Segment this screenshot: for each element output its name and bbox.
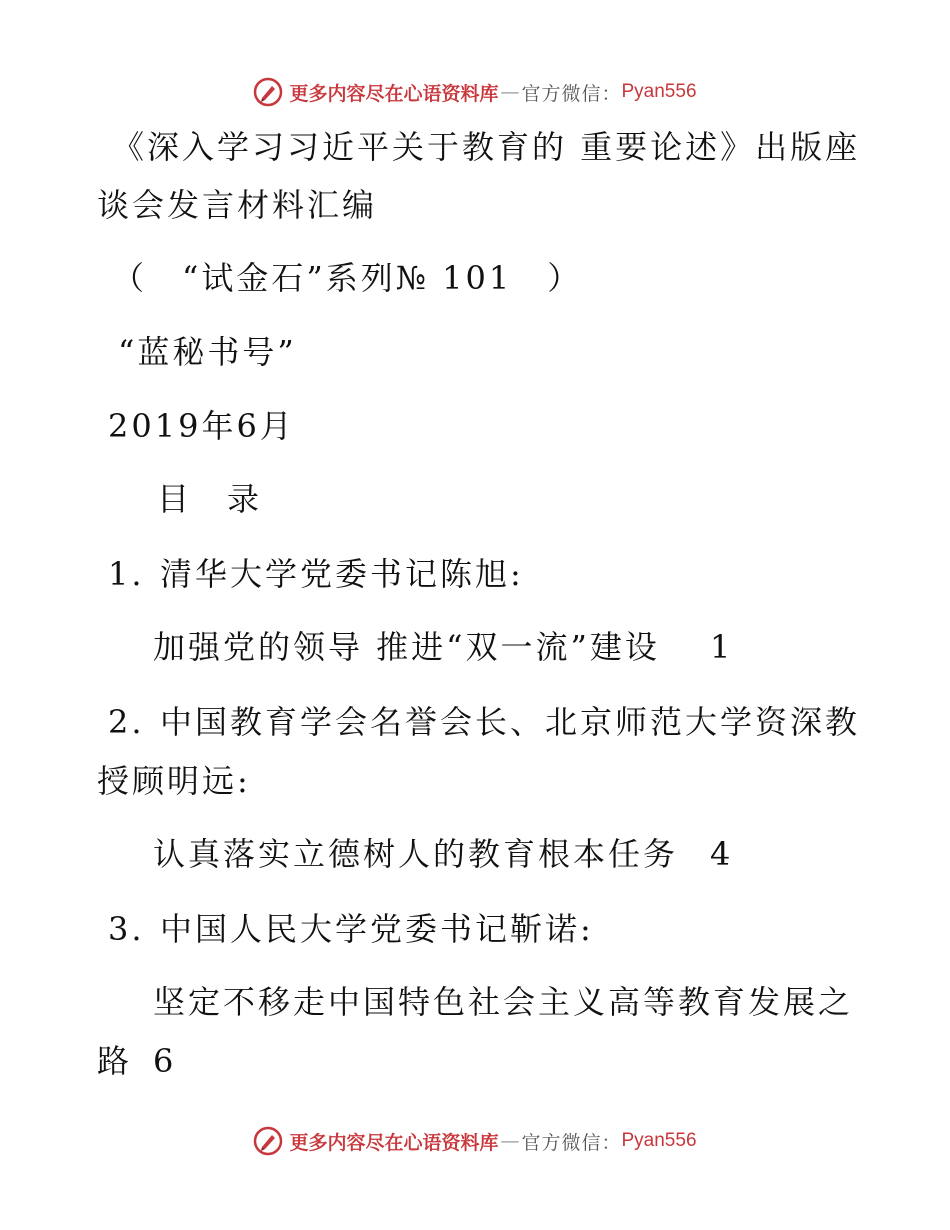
toc-item-3-number: 3. <box>108 910 145 948</box>
toc-heading: 目 录 <box>157 480 263 518</box>
watermark-site: 更多内容尽在心语资料库 <box>289 1131 499 1154</box>
watermark-dash: — <box>500 81 520 103</box>
toc-item-1-topic: 加强党的领导 推进“双一流”建设 <box>153 628 660 666</box>
watermark-dash: — <box>500 1130 520 1152</box>
toc-item-1-number: 1. <box>108 555 145 593</box>
footer-watermark <box>0 1121 950 1161</box>
toc-item-2-topic: 认真落实立德树人的教育根本任务 <box>153 835 679 873</box>
toc-item-2-page: 4 <box>710 835 734 873</box>
doc-date: 2019年6月 <box>108 407 295 445</box>
toc-item-3-topic: 坚定不移走中国特色社会主义高等教育发展之 <box>153 983 854 1021</box>
toc-item-2-speaker-cont: 授顾明远: <box>97 762 251 800</box>
toc-item-1-speaker: 清华大学党委书记陈旭: <box>160 555 524 593</box>
toc-item-3-page: 6 <box>153 1042 177 1080</box>
watermark-label: 官方微信： <box>521 1131 622 1154</box>
toc-item-3-topic-cont: 路 <box>97 1042 133 1080</box>
doc-title-line1: 《深入学习习近平关于教育的 重要论述》出版座 <box>112 128 861 166</box>
watermark-label: 官方微信： <box>521 82 622 105</box>
watermark-id: Pyan556 <box>621 81 697 102</box>
toc-item-2-number: 2. <box>108 703 145 741</box>
doc-series: （ “试金石”系列№ 101 ） <box>112 259 583 297</box>
watermark-id: Pyan556 <box>621 1130 697 1151</box>
doc-title-line2: 谈会发言材料汇编 <box>97 186 378 224</box>
logo-icon <box>253 77 283 107</box>
header-watermark <box>0 72 950 112</box>
toc-item-2-speaker: 中国教育学会名誉会长、北京师范大学资深教 <box>160 703 861 741</box>
toc-item-3-speaker: 中国人民大学党委书记靳诺: <box>160 910 594 948</box>
toc-item-1-page: 1 <box>710 628 734 666</box>
doc-publisher: “蓝秘书号” <box>118 333 297 371</box>
watermark-site: 更多内容尽在心语资料库 <box>289 82 499 105</box>
logo-icon <box>253 1126 283 1156</box>
